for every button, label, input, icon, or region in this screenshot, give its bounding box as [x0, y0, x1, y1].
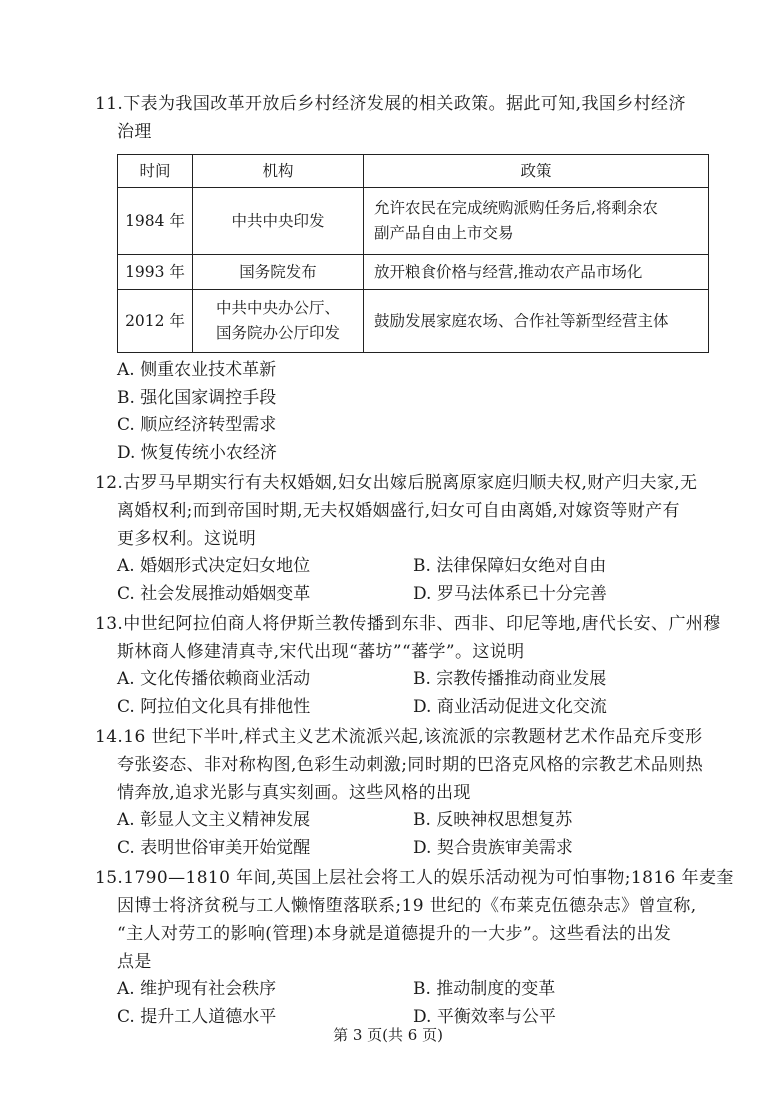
option-a: A. 维护现有社会秩序: [117, 979, 277, 999]
question-14-stem-line: 情奔放,追求光影与真实刻画。这些风格的出现: [117, 783, 471, 803]
question-14: [95, 723, 720, 862]
policy-table: [117, 154, 709, 353]
option-b: B. 法律保障妇女绝对自由: [413, 556, 607, 576]
table-row: [118, 255, 709, 290]
table-cell-policy: [364, 188, 709, 255]
options-row: [95, 976, 720, 1004]
option-c: C. 表明世俗审美开始觉醒: [117, 837, 311, 858]
question-11-options: [95, 357, 720, 467]
table-cell-policy-line: 鼓励发展家庭农场、合作社等新型经营主体: [374, 311, 669, 330]
option-b: B. 反映神权思想复苏: [413, 810, 573, 830]
question-13-stem-line: 斯林商人修建清真寺,宋代出现“蕃坊”“蕃学”。这说明: [117, 642, 525, 662]
table-cell-year: 1984 年: [118, 188, 193, 255]
option-c: C. 提升工人道德水平: [117, 1006, 277, 1027]
option-a: A. 彰显人文主义精神发展: [117, 810, 311, 830]
table-cell-policy: [364, 255, 709, 290]
table-cell-year: 2012 年: [118, 290, 193, 353]
option-d: D. 商业活动促进文化交流: [413, 696, 607, 717]
table-header-time: 时间: [118, 155, 193, 188]
question-12-stem-line: 离婚权利;而到帝国时期,无夫权婚姻盛行,妇女可自由离婚,对嫁资等财产有: [117, 501, 680, 521]
option-c: C. 顺应经济转型需求: [117, 415, 277, 435]
question-11-stem-line: 治理: [117, 122, 152, 142]
questions: [95, 90, 734, 1031]
table-cell-org-line: 中共中央办公厅、: [215, 299, 340, 317]
table-cell-org: [193, 188, 364, 255]
question-15-stem-line: 因博士将济贫税与工人懒惰堕落联系;19 世纪的《布莱克伍德杂志》曾宣称,: [117, 896, 697, 916]
option-d: D. 恢复传统小农经济: [117, 442, 277, 463]
question-13: [95, 610, 720, 721]
page-number-footer: 第 3 页(共 6 页): [333, 1026, 443, 1044]
question-14-stem-line: 夸张姿态、非对称构图,色彩生动刺激;同时期的巴洛克风格的宗教艺术品则热: [117, 755, 704, 775]
table-row: [118, 290, 709, 353]
table-header-org: 机构: [193, 155, 364, 188]
options-row: [95, 666, 720, 694]
option-c: C. 阿拉伯文化具有排他性: [117, 696, 311, 717]
question-11-stem-line: 11.下表为我国改革开放后乡村经济发展的相关政策。据此可知,我国乡村经济: [95, 94, 686, 114]
table-header-row: [118, 155, 709, 188]
table-cell-year: 1993 年: [118, 255, 193, 290]
table-cell-org: [193, 255, 364, 290]
option-d: D. 罗马法体系已十分完善: [413, 583, 607, 604]
table-cell-org: [193, 290, 364, 353]
option-d: D. 平衡效率与公平: [413, 1006, 556, 1027]
question-12: [95, 469, 720, 608]
option-a: A. 侧重农业技术革新: [117, 360, 277, 380]
table-cell-org-line: 国务院办公厅印发: [215, 324, 340, 342]
table-cell-policy-line: 允许农民在完成统购派购任务后,将剩余农: [374, 199, 658, 217]
table-cell-policy: [364, 290, 709, 353]
option-b: B. 推动制度的变革: [413, 979, 556, 999]
question-15-stem-line: 点是: [117, 952, 152, 972]
table-cell-org-line: 国务院发布: [239, 262, 317, 281]
table-cell-org-line: 中共中央印发: [231, 211, 325, 230]
option-c: C. 社会发展推动婚姻变革: [117, 583, 311, 604]
option-b: B. 宗教传播推动商业发展: [413, 669, 607, 689]
options-row: [95, 581, 720, 609]
table-cell-policy-line: 放开粮食价格与经营,推动农产品市场化: [374, 262, 643, 281]
question-15-stem-line: 15.1790—1810 年间,英国上层社会将工人的娱乐活动视为可怕事物;1816 年麦奎: [95, 868, 734, 888]
table-header-policy: 政策: [364, 155, 709, 188]
question-13-stem-line: 13.中世纪阿拉伯商人将伊斯兰教传播到东非、西非、印尼等地,唐代长安、广州穆: [95, 614, 721, 634]
option-b: B. 强化国家调控手段: [117, 387, 277, 408]
option-d: D. 契合贵族审美需求: [413, 837, 573, 858]
question-14-stem-line: 14.16 世纪下半叶,样式主义艺术流派兴起,该流派的宗教题材艺术作品充斥变形: [95, 727, 703, 747]
question-11: [95, 90, 720, 467]
option-a: A. 婚姻形式决定妇女地位: [117, 556, 311, 576]
options-row: [95, 694, 720, 722]
option-a: A. 文化传播依赖商业活动: [117, 669, 311, 689]
options-row: [95, 807, 720, 835]
table-row: [118, 188, 709, 255]
question-15-stem-line: “主人对劳工的影响(管理)本身就是道德提升的一大步”。这些看法的出发: [117, 924, 672, 944]
table-cell-policy-line: 副产品自由上市交易: [374, 224, 514, 242]
question-12-stem-line: 12.古罗马早期实行有夫权婚姻,妇女出嫁后脱离原家庭归顺夫权,财产归夫家,无: [95, 473, 698, 493]
question-15: [95, 864, 734, 1031]
options-row: [95, 553, 720, 581]
question-12-stem-line: 更多权利。这说明: [117, 529, 257, 549]
options-row: [95, 835, 720, 863]
